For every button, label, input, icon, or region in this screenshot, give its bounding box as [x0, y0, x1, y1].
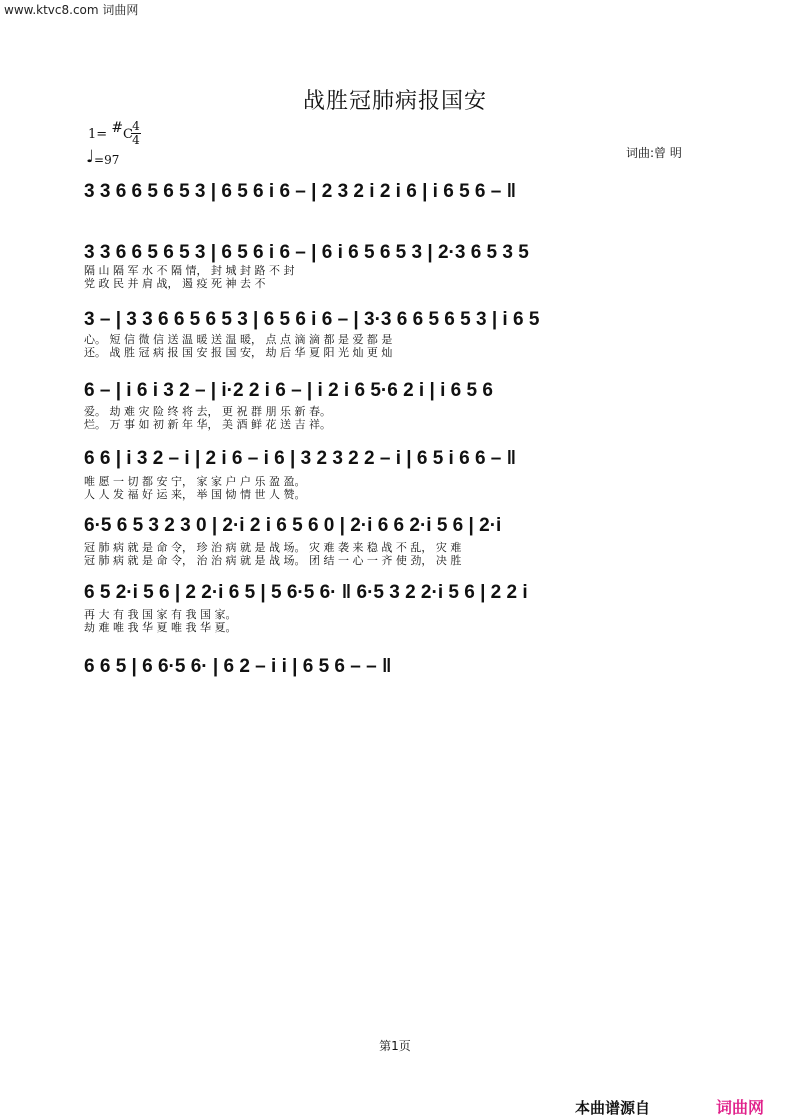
time-signature-bottom: 4: [132, 133, 140, 147]
composer-credits: 词曲:曾 明: [626, 146, 682, 160]
lyric-line: 烂。 万 事 如 初 新 年 华， 美 酒 鲜 花 送 吉 祥。: [84, 418, 331, 431]
site-watermark: www.ktvc8.com 词曲网: [4, 3, 139, 17]
tempo-marking: [86, 147, 119, 167]
lyric-line: 劫 难 唯 我 华 夏 唯 我 华 夏。: [84, 621, 237, 634]
lyric-line: 再 大 有 我 国 家 有 我 国 家。: [84, 608, 237, 621]
lyric-line: 隔 山 隔 军 水 不 隔 情， 封 城 封 路 不 封: [84, 264, 295, 277]
lyric-line: 冠 肺 病 就 是 命 令， 珍 治 病 就 是 战 场。 灾 难 袭 来 稳 战 不 乱， 灾 难: [84, 541, 462, 554]
site-logo[interactable]: 词曲网: [716, 1098, 765, 1117]
time-signature: [131, 120, 141, 147]
score-row: 6 5 2·i 5 6 | 2 2·i 6 5 | 5 6·5 6· ‖ 6·5 3 2 2·i 5 6 | 2 2 i: [84, 582, 528, 603]
quarter-note-icon: ♩: [86, 147, 95, 167]
lyric-line: 冠 肺 病 就 是 命 令， 治 治 病 就 是 战 场。 团 结 一 心 一 齐 使 劲， 决 胜: [84, 554, 462, 567]
score-row: 6·5 6 5 3 2 3 0 | 2·i 2 i 6 5 6 0 | 2·i 6 6 2·i 5 6 | 2·i: [84, 515, 502, 536]
lyric-line: 唯 愿 一 切 都 安 宁， 家 家 户 户 乐 盈 盈。: [84, 475, 306, 488]
score-row: 6 6 5 | 6 6·5 6· | 6 2 – i i | 6 5 6 – – ‖: [84, 656, 392, 677]
lyric-line: 人 人 发 福 好 运 来， 举 国 恸 情 世 人 赞。: [84, 488, 306, 501]
score-row: 3 3 6 6 5 6 5 3 | 6 5 6 i 6 – | 6 i 6 5 6 5 3 | 2·3 6 5 3 5: [84, 242, 529, 263]
sharp-symbol: #: [111, 120, 124, 136]
song-title: 战胜冠肺病报国安: [302, 89, 487, 114]
key-prefix: 1=: [88, 127, 108, 142]
score-row: 6 6 | i 3 2 – i | 2 i 6 – i 6 | 3 2 3 2 2 – i | 6 5 i 6 6 – ‖: [84, 448, 517, 469]
score-row: 3 3 6 6 5 6 5 3 | 6 5 6 i 6 – | 2 3 2 i 2 i 6 | i 6 5 6 – ‖: [84, 181, 517, 202]
time-signature-top: 4: [132, 119, 140, 133]
key-letter: C: [123, 127, 133, 142]
lyric-line: 心。 短 信 微 信 送 温 暖 送 温 暖， 点 点 滴 滴 都 是 爱 都 是: [84, 333, 393, 346]
page-number: 第1页: [379, 1039, 411, 1053]
score-row: 6 – | i 6 i 3 2 – | i·2 2 i 6 – | i 2 i 6 5·6 2 i | i 6 5 6: [84, 380, 493, 401]
key-signature: [88, 120, 133, 142]
score-row: 3 – | 3 3 6 6 5 6 5 3 | 6 5 6 i 6 – | 3·3 6 6 5 6 5 3 | i 6 5: [84, 309, 540, 330]
tempo-value: =97: [94, 153, 120, 167]
footer-source-label: 本曲谱源自: [575, 1099, 651, 1117]
lyric-line: 还。 战 胜 冠 病 报 国 安 报 国 安， 劫 后 华 夏 阳 光 灿 更 灿: [84, 346, 393, 359]
lyric-line: 爱。 劫 难 灾 险 终 将 去， 更 祝 群 朋 乐 新 春。: [84, 405, 331, 418]
lyric-line: 党 政 民 并 肩 战， 遏 疫 死 神 去 不: [84, 277, 266, 290]
